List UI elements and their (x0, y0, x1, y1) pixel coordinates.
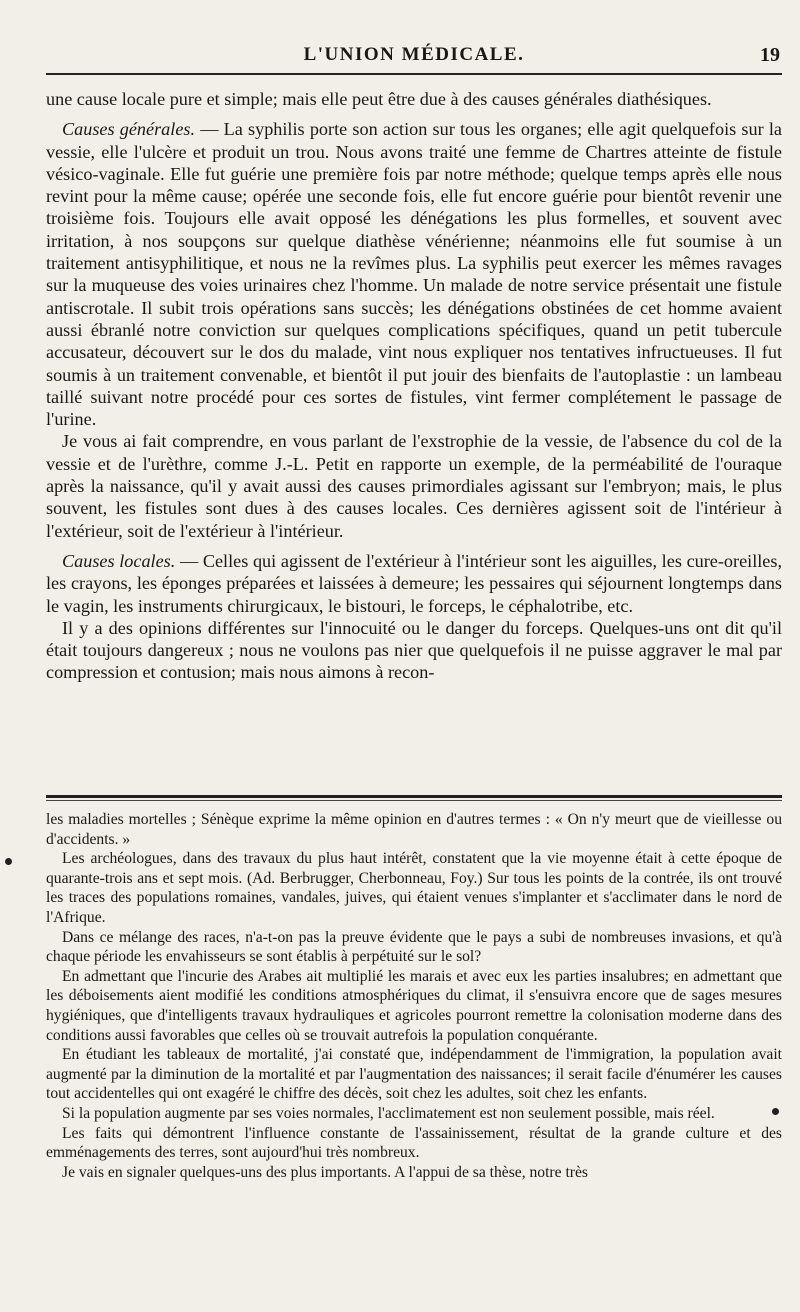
section-heading-causes-generales: Causes générales. (62, 119, 196, 140)
paragraph-continuation: une cause locale pure et simple; mais elle peut être due à des causes générales diathésiques. (46, 89, 712, 109)
footnote-paragraph: Les archéologues, dans des travaux du plus haut intérêt, constatent que la vie moyenne était à cette époque de quarante-trois ans et sept mois. (Ad. Berbrugger, Cherbonneau, Foy.) Sur tous les points de la contrée, ils ont trouvé les traces des populations romaines, vandales, juives, qui étaient venues s'implanter et s'acclimater dans le nord de l'Afrique. (46, 850, 782, 926)
footnote-paragraph: Dans ce mélange des races, n'a-t-on pas la preuve évidente que le pays a subi de nombreuses invasions, et qu'à chaque période les envahisseurs se sont établis à perpétuité sur le sol? (46, 928, 782, 966)
paragraph-causes-generales (46, 118, 782, 430)
section-heading-causes-locales: Causes locales. (62, 550, 176, 571)
paragraph-text: — La syphilis porte son action sur tous les organes; elle agit quelquefois sur la vessie, elle l'ulcère et produit un trou. Nous avons traité une femme de Chartres atteinte de fistule vésico-vaginale. Elle fut guérie une première fois par notre méthode; quelque temps après elle nous revint pour la même cause; opérée une seconde fois, elle fut encore guérie pour bientôt revenir une troisième fois. Toujours elle avait opposé les dénégations les plus formelles, et souvent avec irritation, à nos soupçons sur quelque diathèse vénérienne; néanmoins elle fut soumise à un traitement antisyphilitique, et nous ne la revîmes plus. La syphilis peut exercer les mêmes ravages sur la muqueuse des voies urinaires chez l'homme. Un malade de notre service présentait une fistule antiscrotale. Il subit trois opérations sans succès; les dénégations obstinées de cet homme avaient aussi ébranlé notre conviction sur quelques complications spécifiques, quand un petit tubercule accusateur, découvert sur le dos du malade, vint nous expliquer nos tentatives infructueuses. Il fut soumis à un traitement convenable, et bientôt il put jouir des bienfaits de l'autoplastie : un lambeau taillé suivant notre procédé pour ces sortes de fistules, vint fermer complétement le passage de l'urine. (46, 119, 782, 430)
paragraph-forceps: Il y a des opinions différentes sur l'innocuité ou le danger du forceps. Quelques-uns ont dit qu'il était toujours dangereux ; nous ne voulons pas nier que quelquefois il ne puisse aggraver le mal par compression et contusion; mais nous aimons à recon- (46, 617, 782, 683)
page-header (46, 40, 782, 80)
footnote-rule-thin (46, 800, 782, 801)
footnotes (46, 810, 782, 1182)
main-text (46, 88, 782, 684)
footnote-paragraph: En admettant que l'incurie des Arabes ait multiplié les marais et avec eux les parties insalubres; en admettant que les déboisements aient modifié les conditions atmosphériques du climat, il s'ensuivra encore que de sages mesures hygiéniques, que d'intelligents travaux hydrauliques et agricoles pourront remettre la colonisation moderne dans des conditions aussi favorables que celles où se trouvait autrefois la population conquérante. (46, 967, 782, 1044)
footnote-paragraph: Si la population augmente par ses voies normales, l'acclimatement est non seulement possible, mais réel. (62, 1104, 715, 1122)
journal-page (46, 0, 782, 1312)
page-number: 19 (760, 44, 780, 66)
header-rule (46, 73, 782, 75)
footnote-paragraph: Les faits qui démontrent l'influence constante de l'assainissement, résultat de la grande culture et des emménagements des terres, sont aujourd'hui très nombreux. (46, 1124, 782, 1162)
footnote-paragraph: les maladies mortelles ; Sénèque exprime la même opinion en d'autres termes : « On n'y meurt que de vieillesse ou d'accidents. » (46, 811, 782, 848)
margin-dot-left (5, 858, 12, 865)
footnote-paragraph: En étudiant les tableaux de mortalité, j'ai constaté que, indépendamment de l'immigration, la population avait augmenté par la diminution de la mortalité et par l'augmentation des naissances; il serait facile d'énumérer les causes tout accidentelles qui ont exagéré le chiffre des décès, soit chez les adultes, soit chez les enfants. (46, 1046, 782, 1103)
footnote-paragraph: Je vais en signaler quelques-uns des plus importants. A l'appui de sa thèse, notre très (62, 1163, 588, 1181)
running-title: L'UNION MÉDICALE. (303, 44, 525, 65)
paragraph-exstrophie: Je vous ai fait comprendre, en vous parlant de l'exstrophie de la vessie, de l'absence du col de la vessie et de l'urèthre, comme J.-L. Petit en rapporte un exemple, de la perméabilité de l'ouraque après la naissance, qu'il y avait aussi des causes primordiales agissant sur l'embryon; mais, le plus souvent, les fistules sont dues à des causes locales. Ces dernières agissent soit de l'intérieur à l'extérieur, soit de l'extérieur à l'intérieur. (46, 431, 782, 541)
paragraph-text: — Celles qui agissent de l'extérieur à l'intérieur sont les aiguilles, les cure-oreilles, les crayons, les éponges préparées et laissées à demeure; les pessaires qui séjournent longtemps dans le vagin, les instruments chirurgicaux, le bistouri, le forceps, le céphalotribe, etc. (46, 550, 782, 616)
paragraph-causes-locales (46, 550, 782, 617)
footnote-rule (46, 795, 782, 798)
